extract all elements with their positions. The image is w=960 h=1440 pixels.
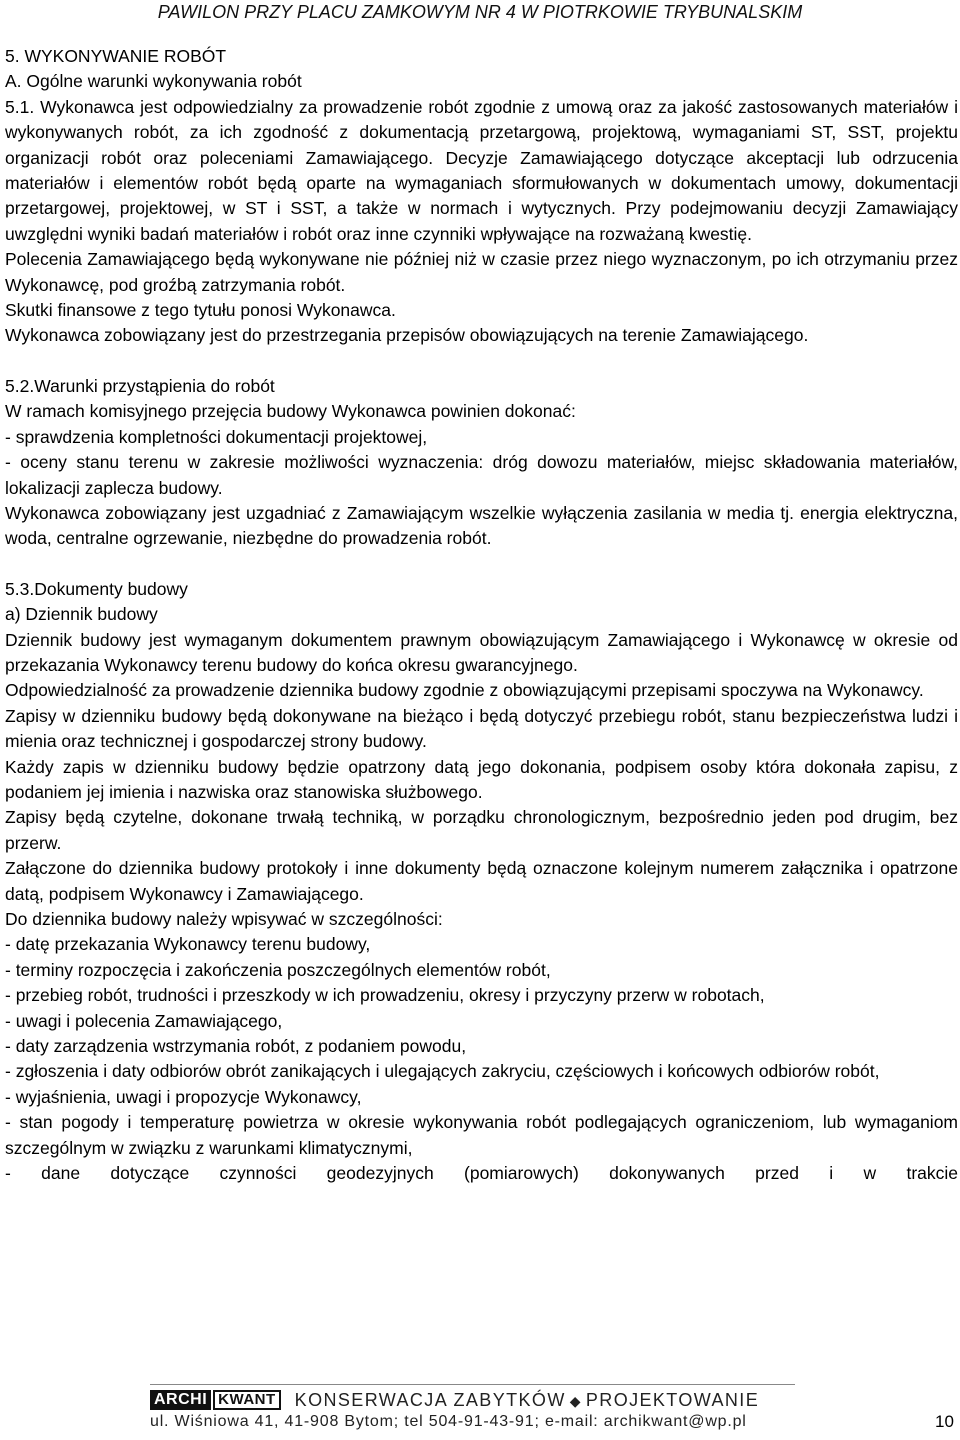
list-item: - terminy rozpoczęcia i zakończenia poszczególnych elementów robót,: [5, 959, 551, 980]
page-footer: [150, 1384, 795, 1435]
paragraph-5-3-2: Odpowiedzialność za prowadzenie dziennika budowy zgodnie z obowiązującymi przepisami spoczywa na Wykonawcy.: [5, 680, 924, 701]
subsection-heading: a) Dziennik budowy: [5, 604, 158, 625]
section-5-2-heading: [5, 374, 958, 399]
footer-logo-row: [150, 1390, 759, 1410]
section-number: 5.2.: [5, 375, 35, 396]
list-item: - przebieg robót, trudności i przeszkody w ich prowadzeniu, okresy i przyczyny przerw w robotach,: [5, 985, 765, 1006]
paragraph-5-3-6: Załączone do dziennika budowy protokoły i inne dokumenty będą oznaczone kolejnym numerem załącznika i opatrzone datą, podpisem Wykonawcy i Zamawiającego.: [5, 858, 958, 904]
company-logo-light: KWANT: [213, 1390, 281, 1410]
section-number: 5.3.: [5, 578, 35, 599]
section-subheading: A. Ogólne warunki wykonywania robót: [5, 71, 302, 92]
running-header: PAWILON PRZY PLACU ZAMKOWYM NR 4 W PIOTRKOWIE TRYBUNALSKIM: [157, 2, 803, 22]
company-description-right: PROJEKTOWANIE: [585, 1389, 760, 1410]
section-heading: 5. WYKONYWANIE ROBÓT: [5, 46, 227, 66]
spacer: [5, 349, 958, 374]
page-number: 10: [935, 1412, 954, 1431]
list-item: - stan pogody i temperaturę powietrza w okresie wykonywania robót podlegających ograniczeniom, lub wymaganiom szczególnym w związku z warunkami klimatycznymi,: [5, 1112, 958, 1158]
list-item: - uwagi i polecenia Zamawiającego,: [5, 1010, 283, 1031]
company-description: [295, 1390, 759, 1411]
paragraph-5-3-1: Dziennik budowy jest wymaganym dokumentem prawnym obowiązującym Zamawiającego i Wykonawcę w okresie od przekazania Wykonawcy terenu budowy do końca okresu gwarancyjnego.: [5, 629, 958, 675]
paragraph-5-3-4: Każdy zapis w dzienniku budowy będzie opatrzony datą jego dokonania, podpisem osoby która dokonała zapisu, z podaniem jej imienia i nazwiska oraz stanowiska służbowego.: [5, 756, 958, 802]
list-item: - daty zarządzenia wstrzymania robót, z podaniem powodu,: [5, 1036, 467, 1057]
paragraph-text: Wykonawca jest odpowiedzialny za prowadzenie robót zgodnie z umową oraz za jakość zastosowanych materiałów i wykonywanych robót, za ich zgodność z dokumentacją przetargową, projektową, wymaganiami ST, SST, projektu organizacji robót oraz poleceniami Zamawiającego. Decyzje Zamawiającego dotyczące akceptacji lub odrzucenia materiałów i elementów robót będą oparte na wymaganiach sformułowanych w dokumentach umowy, dokumentacji przetargowej, projektowej, w ST i SST, a także w normach i wytycznych. Przy podejmowaniu decyzji Zamawiający uwzględni wyniki badań materiałów i robót oraz inne czynniki wpływające na rozważaną kwestię.: [5, 96, 958, 244]
company-description-left: KONSERWACJA ZABYTKÓW: [294, 1389, 566, 1410]
document-body: [5, 44, 958, 1186]
section-title: Dokumenty budowy: [34, 578, 188, 599]
diamond-bullet-icon: ◆: [569, 1392, 582, 1409]
paragraph-5-1-1: [5, 95, 958, 247]
spacer: [5, 552, 958, 577]
paragraph-5-2-intro: W ramach komisyjnego przejęcia budowy Wykonawca powinien dokonać:: [5, 401, 576, 422]
section-number: 5.1.: [5, 96, 35, 117]
paragraph-5-3-3: Zapisy w dzienniku budowy będą dokonywane na bieżąco i będą dotyczyć przebiegu robót, stanu bezpieczeństwa ludzi i mienia oraz technicznej i gospodarczej strony budowy.: [5, 705, 958, 752]
paragraph-5-1-2: Polecenia Zamawiającego będą wykonywane nie później niż w czasie przez niego wyznaczonym, po ich otrzymaniu przez Wykonawcę, pod groźbą zatrzymania robót.: [5, 249, 958, 295]
list-item: - oceny stanu terenu w zakresie możliwości wyznaczenia: dróg dowozu materiałów, miejsc składowania materiałów, lokalizacji zaplecza budowy.: [5, 452, 958, 498]
list-item: - wyjaśnienia, uwagi i propozycje Wykonawcy,: [5, 1086, 362, 1107]
list-item: - datę przekazania Wykonawcy terenu budowy,: [5, 934, 371, 955]
paragraph-5-1-3: Skutki finansowe z tego tytułu ponosi Wykonawca.: [5, 300, 396, 321]
paragraph-5-3-5: Zapisy będą czytelne, dokonane trwałą techniką, w porządku chronologicznym, bezpośrednio jeden pod drugim, bez przerw.: [5, 807, 958, 853]
list-item: - zgłoszenia i daty odbiorów obrót zanikających i ulegających zakryciu, częściowych i końcowych odbiorów robót,: [5, 1061, 880, 1082]
section-5-3-heading: [5, 577, 958, 602]
section-title: Warunki przystąpienia do robót: [34, 375, 275, 396]
paragraph-5-3-7: Do dziennika budowy należy wpisywać w szczególności:: [5, 909, 443, 929]
list-item: - sprawdzenia kompletności dokumentacji projektowej,: [5, 426, 428, 447]
paragraph-5-1-4: Wykonawca zobowiązany jest do przestrzegania przepisów obowiązujących na terenie Zamawiającego.: [5, 325, 809, 346]
company-address: ul. Wiśniowa 41, 41-908 Bytom; tel 504-91-43-91; e-mail: archikwant@wp.pl: [150, 1413, 747, 1430]
company-logo-dark: ARCHI: [150, 1390, 211, 1410]
list-item: - dane dotyczące czynności geodezyjnych (pomiarowych) dokonywanych przed i w trakcie: [5, 1163, 958, 1184]
paragraph-5-2-end: Wykonawca zobowiązany jest uzgadniać z Zamawiającym wszelkie wyłączenia zasilania w media tj. energia elektryczna, woda, centralne ogrzewanie, niezbędne do prowadzenia robót.: [5, 502, 958, 549]
